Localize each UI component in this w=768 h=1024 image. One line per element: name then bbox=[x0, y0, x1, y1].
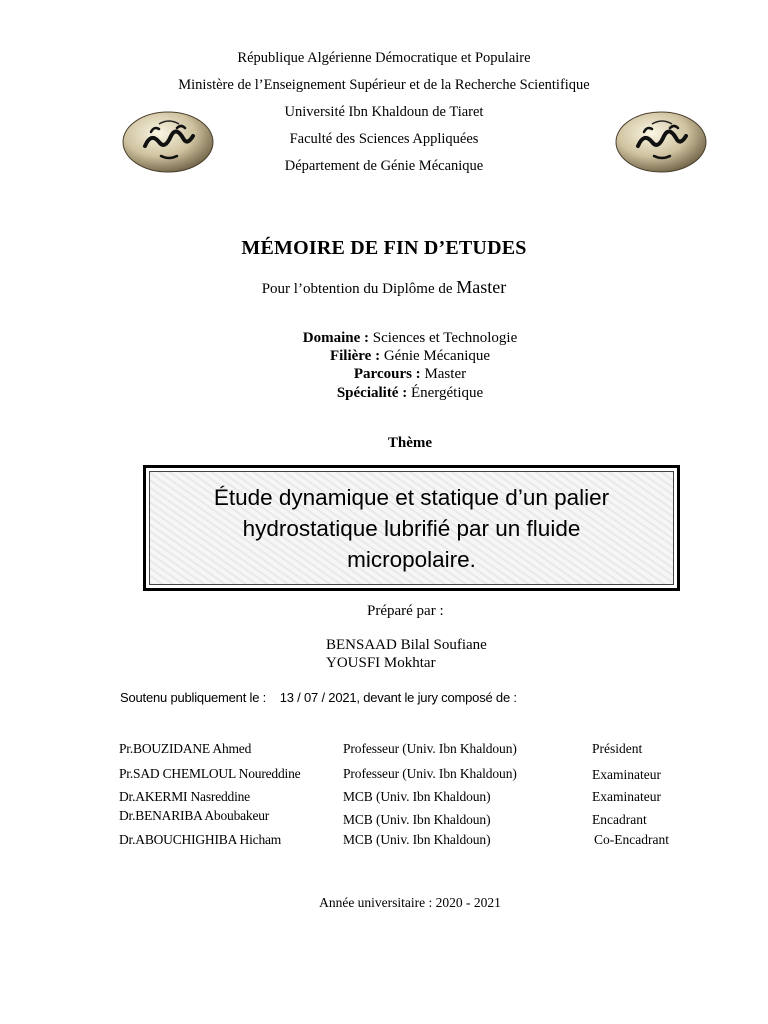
field-value: Master bbox=[420, 366, 467, 382]
jury-name: Dr.BENARIBA Aboubakeur bbox=[119, 808, 270, 823]
jury-name: Dr.AKERMI Nasreddine bbox=[119, 789, 250, 804]
subtitle-degree: Master bbox=[456, 277, 507, 297]
jury-grade: Professeur (Univ. Ibn Khaldoun) bbox=[343, 741, 517, 756]
theme-line: micropolaire. bbox=[347, 546, 476, 572]
jury-grade: Professeur (Univ. Ibn Khaldoun) bbox=[343, 766, 517, 781]
field-label: Filière : bbox=[329, 348, 381, 364]
theme-line: Étude dynamique et statique d’un palier bbox=[213, 484, 610, 510]
theme-box bbox=[143, 465, 680, 591]
header-department: Département de Génie Mécanique bbox=[284, 158, 484, 174]
field-parcours bbox=[0, 366, 768, 383]
jury-grade: MCB (Univ. Ibn Khaldoun) bbox=[343, 812, 491, 827]
document-subtitle bbox=[0, 277, 768, 298]
jury-grade: MCB (Univ. Ibn Khaldoun) bbox=[343, 789, 491, 804]
jury-name: Pr.SAD CHEMLOUL Noureddine bbox=[119, 766, 301, 781]
field-label: Domaine : bbox=[302, 330, 370, 346]
theme-label: Thème bbox=[387, 435, 433, 451]
jury-role: Président bbox=[592, 741, 643, 756]
header-ministry: Ministère de l’Enseignement Supérieur et de la Recherche Scientifique bbox=[178, 77, 590, 93]
jury-name: Dr.ABOUCHIGHIBA Hicham bbox=[119, 832, 282, 847]
jury-grade: MCB (Univ. Ibn Khaldoun) bbox=[343, 832, 491, 847]
field-domain bbox=[0, 330, 768, 347]
subtitle-prefix: Pour l’obtention du Diplôme de bbox=[261, 281, 453, 297]
jury-role: Co-Encadrant bbox=[594, 832, 669, 847]
author-name: BENSAAD Bilal Soufiane bbox=[326, 637, 487, 653]
university-seal-icon bbox=[614, 110, 708, 174]
field-label: Spécialité : bbox=[336, 385, 408, 401]
header-faculty: Faculté des Sciences Appliquées bbox=[289, 131, 479, 147]
header-republic: République Algérienne Démocratique et Populaire bbox=[237, 50, 531, 66]
jury-name: Pr.BOUZIDANE Ahmed bbox=[119, 741, 252, 756]
jury-role: Examinateur bbox=[592, 767, 661, 782]
jury-role: Examinateur bbox=[592, 789, 661, 804]
field-value: Énergétique bbox=[407, 385, 484, 401]
theme-line: hydrostatique lubrifié par un fluide bbox=[242, 515, 581, 541]
university-seal-icon bbox=[121, 110, 215, 174]
academic-year: Année universitaire : 2020 - 2021 bbox=[319, 895, 501, 910]
field-specialite bbox=[0, 385, 768, 402]
field-value: Génie Mécanique bbox=[380, 348, 491, 364]
defense-statement: Soutenu publiquement le : 13 / 07 / 2021, devant le jury composé de : bbox=[120, 690, 517, 705]
jury-role: Encadrant bbox=[592, 812, 647, 827]
theme-text bbox=[149, 471, 674, 585]
document-title: MÉMOIRE DE FIN D’ETUDES bbox=[241, 237, 527, 259]
field-filiere bbox=[0, 348, 768, 365]
field-value: Sciences et Technologie bbox=[369, 330, 518, 346]
prepared-by-label: Préparé par : bbox=[367, 603, 444, 619]
author-name: YOUSFI Mokhtar bbox=[326, 655, 436, 671]
header-university: Université Ibn Khaldoun de Tiaret bbox=[284, 104, 484, 120]
field-label: Parcours : bbox=[353, 366, 421, 382]
